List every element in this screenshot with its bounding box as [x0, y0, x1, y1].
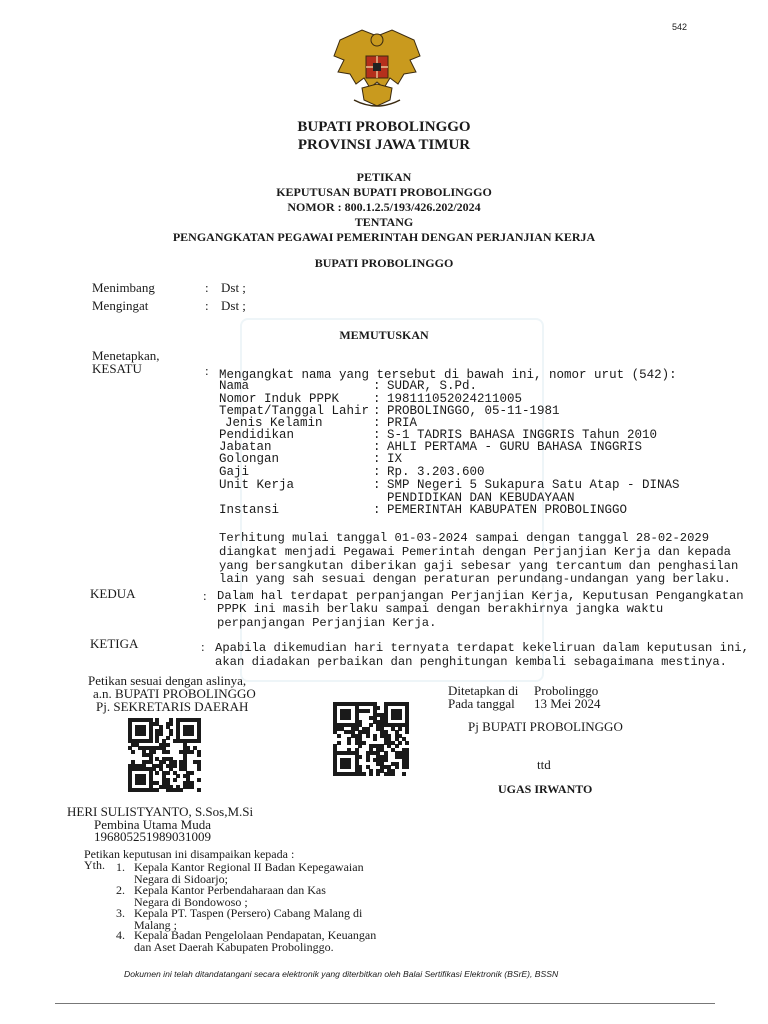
distribution-num: 2.: [116, 883, 125, 897]
title-keputusan: KEPUTUSAN BUPATI PROBOLINGGO: [276, 185, 492, 199]
kesatu-intro: Mengangkat nama yang tersebut di bawah ini, nomor urut (542):: [219, 368, 677, 382]
footer-note: Dokumen ini telah ditandatangani secara elektronik yang diterbitkan oleh Balai Sertifikasi Elektronik (BSrE), BSSN: [124, 969, 559, 979]
menetapkan-label: Menetapkan,: [92, 348, 160, 363]
ketiga-label: KETIGA: [90, 636, 139, 651]
field-colon: :: [373, 392, 381, 406]
sekda-nip: 196805251989031009: [94, 829, 211, 844]
field-value: PEMERINTAH KABUPATEN PROBOLINGGO: [387, 503, 628, 517]
ketiga-line: Apabila dikemudian hari ternyata terdapat kekeliruan dalam keputusan ini,: [215, 641, 749, 655]
garuda-emblem-logo: [332, 26, 422, 112]
header-line1: BUPATI PROBOLINGGO: [297, 119, 471, 135]
field-label: Gaji: [219, 465, 250, 479]
title-pejabat: BUPATI PROBOLINGGO: [314, 256, 454, 270]
field-label: Nomor Induk PPPK: [219, 392, 340, 406]
field-label: Nama: [219, 379, 250, 393]
distribution-item-cont: dan Aset Daerah Kabupaten Probolinggo.: [134, 940, 334, 954]
distribution-num: 4.: [116, 928, 125, 942]
distribution-yth: Yth.: [84, 858, 105, 872]
distribution-item: Kepala Badan Pengelolaan Pendapatan, Keuangan: [134, 928, 377, 942]
field-colon: :: [373, 428, 381, 442]
field-value: SUDAR, S.Pd.: [387, 379, 478, 393]
sekda-name: HERI SULISTYANTO, S.Sos,M.Si: [67, 804, 254, 819]
field-colon: :: [373, 478, 381, 492]
field-colon: :: [373, 465, 381, 479]
menimbang-colon: :: [205, 280, 209, 295]
title-perihal: PENGANGKATAN PEGAWAI PEMERINTAH DENGAN PERJANJIAN KERJA: [172, 230, 596, 244]
kedua-label: KEDUA: [90, 586, 136, 601]
field-value: IX: [387, 452, 403, 466]
field-colon: :: [373, 379, 381, 393]
kesatu-para-line: yang bersangkutan diberikan gaji sebesar yang tercantum dan penghasilan: [219, 559, 739, 573]
ketiga-colon: :: [201, 639, 205, 654]
kedua-line: perpanjangan Perjanjian Kerja.: [217, 616, 437, 630]
title-petikan: PETIKAN: [356, 170, 412, 184]
field-label: Instansi: [219, 503, 280, 517]
field-colon: :: [373, 404, 381, 418]
kesatu-para-line: diangkat menjadi Pegawai Pemerintah dengan Perjanjian Kerja dan kepada: [219, 545, 731, 559]
menimbang-value: Dst ;: [221, 280, 246, 295]
menimbang-label: Menimbang: [92, 280, 155, 295]
field-colon: :: [373, 452, 381, 466]
title-tentang: TENTANG: [354, 215, 414, 229]
field-value: SMP Negeri 5 Sukapura Satu Atap - DINAS: [387, 478, 680, 492]
ditetapkan-value: Probolinggo: [534, 683, 599, 698]
field-value: PENDIDIKAN DAN KEBUDAYAAN: [387, 491, 575, 505]
an-bupati: a.n. BUPATI PROBOLINGGO: [93, 686, 256, 701]
ttd-mark: ttd: [537, 757, 551, 772]
distribution-num: 1.: [116, 860, 125, 874]
distribution-item: Kepala PT. Taspen (Persero) Cabang Malang di: [134, 906, 363, 920]
qr-code-left: [128, 718, 200, 792]
kedua-colon: :: [203, 588, 207, 603]
kesatu-para-line: Terhitung mulai tanggal 01-03-2024 sampai dengan tanggal 28-02-2029: [219, 531, 710, 545]
field-label: Unit Kerja: [219, 478, 295, 492]
distribution-item-cont: Malang ;: [134, 918, 177, 932]
field-colon: :: [373, 503, 381, 517]
memutuskan-heading: MEMUTUSKAN: [339, 328, 429, 342]
kesatu-label: KESATU: [92, 361, 142, 376]
field-value: S-1 TADRIS BAHASA INGGRIS Tahun 2010: [387, 428, 658, 442]
kesatu-colon: :: [205, 363, 209, 378]
distribution-item-cont: Negara di Bondowoso ;: [134, 895, 248, 909]
mengingat-label: Mengingat: [92, 298, 149, 313]
pj-sekda: Pj. SEKRETARIS DAERAH: [96, 699, 249, 714]
field-label: Tempat/Tanggal Lahir: [219, 404, 370, 418]
sekda-rank: Pembina Utama Muda: [94, 817, 211, 832]
ketiga-line: akan diadakan perbaikan dan penghitungan kembali sebagaimana mestinya.: [215, 655, 727, 669]
mengingat-value: Dst ;: [221, 298, 246, 313]
field-label: Pendidikan: [219, 428, 295, 442]
pj-bupati-title: Pj BUPATI PROBOLINGGO: [468, 719, 623, 734]
title-nomor: NOMOR : 800.1.2.5/193/426.202/2024: [287, 200, 481, 214]
page-number: 542: [672, 22, 688, 32]
kedua-line: PPPK ini masih berlaku sampai dengan berakhirnya jangka waktu: [217, 602, 664, 616]
header-line2: PROVINSI JAWA TIMUR: [297, 137, 471, 153]
mengingat-colon: :: [205, 298, 209, 313]
field-colon: :: [373, 440, 381, 454]
kedua-line: Dalam hal terdapat perpanjangan Perjanjian Kerja, Keputusan Pengangkatan: [217, 589, 744, 603]
tanggal-label: Pada tanggal: [448, 696, 515, 711]
field-label: Jenis Kelamin: [225, 416, 323, 430]
distribution-item-cont: Negara di Sidoarjo;: [134, 872, 228, 886]
field-label: Golongan: [219, 452, 280, 466]
distribution-intro: Petikan keputusan ini disampaikan kepada :: [84, 847, 295, 861]
distribution-item: Kepala Kantor Regional II Badan Kepegawaian: [134, 860, 364, 874]
distribution-item: Kepala Kantor Perbendaharaan dan Kas: [134, 883, 326, 897]
distribution-num: 3.: [116, 906, 125, 920]
tanggal-value: 13 Mei 2024: [534, 696, 601, 711]
field-label: Jabatan: [219, 440, 272, 454]
field-value: 198111052024211005: [387, 392, 523, 406]
field-value: AHLI PERTAMA - GURU BAHASA INGGRIS: [387, 440, 643, 454]
footer-divider: [55, 1003, 715, 1004]
kesatu-para-line: lain yang sah sesuai dengan peraturan perundang-undangan yang berlaku.: [219, 572, 731, 586]
field-value: Rp. 3.203.600: [387, 465, 485, 479]
bupati-name: UGAS IRWANTO: [498, 782, 593, 796]
qr-code-center: [333, 702, 409, 776]
ditetapkan-label: Ditetapkan di: [448, 683, 519, 698]
field-colon: :: [373, 416, 381, 430]
field-value: PROBOLINGGO, 05-11-1981: [387, 404, 560, 418]
petikan-sesuai: Petikan sesuai dengan aslinya,: [88, 673, 247, 688]
field-value: PRIA: [387, 416, 418, 430]
